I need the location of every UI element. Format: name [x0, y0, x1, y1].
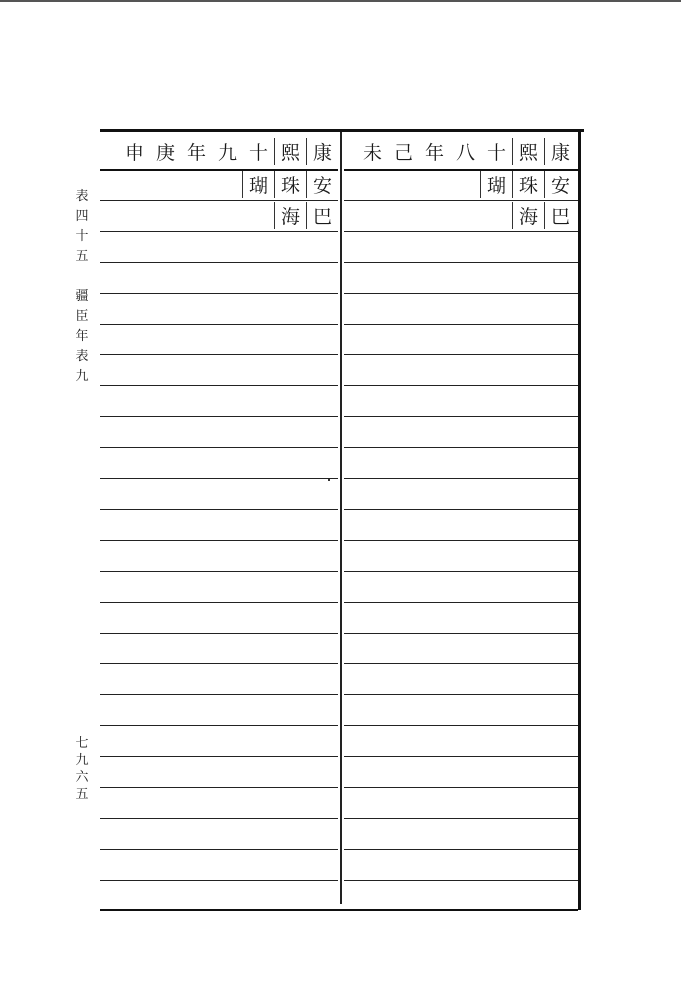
margin-title-char: 五 [75, 249, 89, 264]
header-char: 己 [393, 142, 413, 164]
page-number [72, 735, 92, 803]
official-entry-left-1 [100, 169, 338, 199]
entry-char: 珠 [274, 171, 306, 198]
header-char: 熙 [274, 138, 306, 165]
header-char: 十 [486, 142, 506, 164]
row-rule [344, 200, 578, 201]
row-rule [344, 354, 578, 355]
header-char: 庚 [155, 142, 175, 164]
entry-char: 巴 [306, 202, 338, 229]
row-rule [100, 540, 338, 541]
margin-title-char: 臣 [75, 309, 89, 324]
row-rule [100, 818, 338, 819]
row-rule [344, 509, 578, 510]
row-rule [344, 571, 578, 572]
entry-char: 安 [306, 171, 338, 198]
margin-title-char: 表 [75, 189, 89, 204]
row-rule [100, 293, 338, 294]
entry-char: 安 [544, 171, 576, 198]
entry-char: 海 [512, 202, 544, 229]
print-speck [328, 479, 330, 481]
header-char: 八 [455, 142, 475, 164]
row-rule [344, 385, 578, 386]
column-header-left [100, 134, 338, 169]
page-top-border [0, 0, 681, 2]
table-top-rule [100, 129, 584, 132]
official-entry-right-1 [344, 169, 576, 199]
table-column-divider [340, 132, 342, 904]
row-rule [344, 447, 578, 448]
row-rule [344, 416, 578, 417]
row-rule [100, 169, 338, 171]
row-rule [100, 385, 338, 386]
entry-char: 海 [274, 202, 306, 229]
row-rule [100, 262, 338, 263]
column-header-right [344, 134, 576, 169]
row-rule [100, 787, 338, 788]
margin-title-char: 疆 [75, 289, 89, 304]
row-rule [100, 849, 338, 850]
page-number-char: 五 [75, 787, 89, 802]
row-rule [344, 231, 578, 232]
row-rule [100, 416, 338, 417]
entry-char: 瑚 [242, 171, 274, 198]
margin-title-char: 年 [75, 329, 89, 344]
row-rule [344, 818, 578, 819]
header-char: 十 [248, 142, 268, 164]
header-char: 年 [186, 142, 206, 164]
row-rule [344, 663, 578, 664]
row-rule [344, 293, 578, 294]
row-rule [100, 756, 338, 757]
row-rule [100, 694, 338, 695]
margin-title [72, 187, 92, 387]
margin-title-char: 十 [75, 229, 89, 244]
header-char: 年 [424, 142, 444, 164]
row-rule [344, 478, 578, 479]
header-char: 康 [544, 138, 576, 165]
margin-title-char: 表 [75, 349, 89, 364]
row-rule [100, 200, 338, 201]
margin-title-gap [72, 267, 92, 287]
row-rule [344, 694, 578, 695]
row-rule [100, 447, 338, 448]
row-rule [100, 324, 338, 325]
header-char: 九 [217, 142, 237, 164]
table-bottom-rule [100, 909, 578, 911]
table-right-rule [578, 132, 581, 910]
row-rule [100, 663, 338, 664]
row-rule [344, 849, 578, 850]
header-char: 未 [362, 142, 382, 164]
row-rule [344, 169, 578, 171]
page-number-char: 九 [75, 753, 89, 768]
row-rule [344, 324, 578, 325]
row-rule [100, 478, 338, 479]
row-rule [344, 602, 578, 603]
row-rule [344, 787, 578, 788]
row-rule [100, 880, 338, 881]
margin-title-char: 四 [75, 209, 89, 224]
header-char: 申 [124, 142, 144, 164]
entry-char: 珠 [512, 171, 544, 198]
row-rule [100, 725, 338, 726]
official-entry-right-2 [344, 200, 576, 230]
row-rule [100, 633, 338, 634]
row-rule [100, 509, 338, 510]
entry-char: 巴 [544, 202, 576, 229]
row-rule [344, 880, 578, 881]
row-rule [100, 231, 338, 232]
row-rule [344, 262, 578, 263]
page-number-char: 七 [75, 736, 89, 751]
entry-char: 瑚 [480, 171, 512, 198]
row-rule [344, 725, 578, 726]
margin-title-char: 九 [75, 369, 89, 384]
row-rule [100, 602, 338, 603]
row-rule [100, 354, 338, 355]
row-rule [100, 571, 338, 572]
row-rule [344, 756, 578, 757]
chronology-table [100, 129, 580, 912]
row-rule [344, 540, 578, 541]
official-entry-left-2 [100, 200, 338, 230]
header-char: 熙 [512, 138, 544, 165]
header-char: 康 [306, 138, 338, 165]
page-number-char: 六 [75, 770, 89, 785]
row-rule [344, 633, 578, 634]
